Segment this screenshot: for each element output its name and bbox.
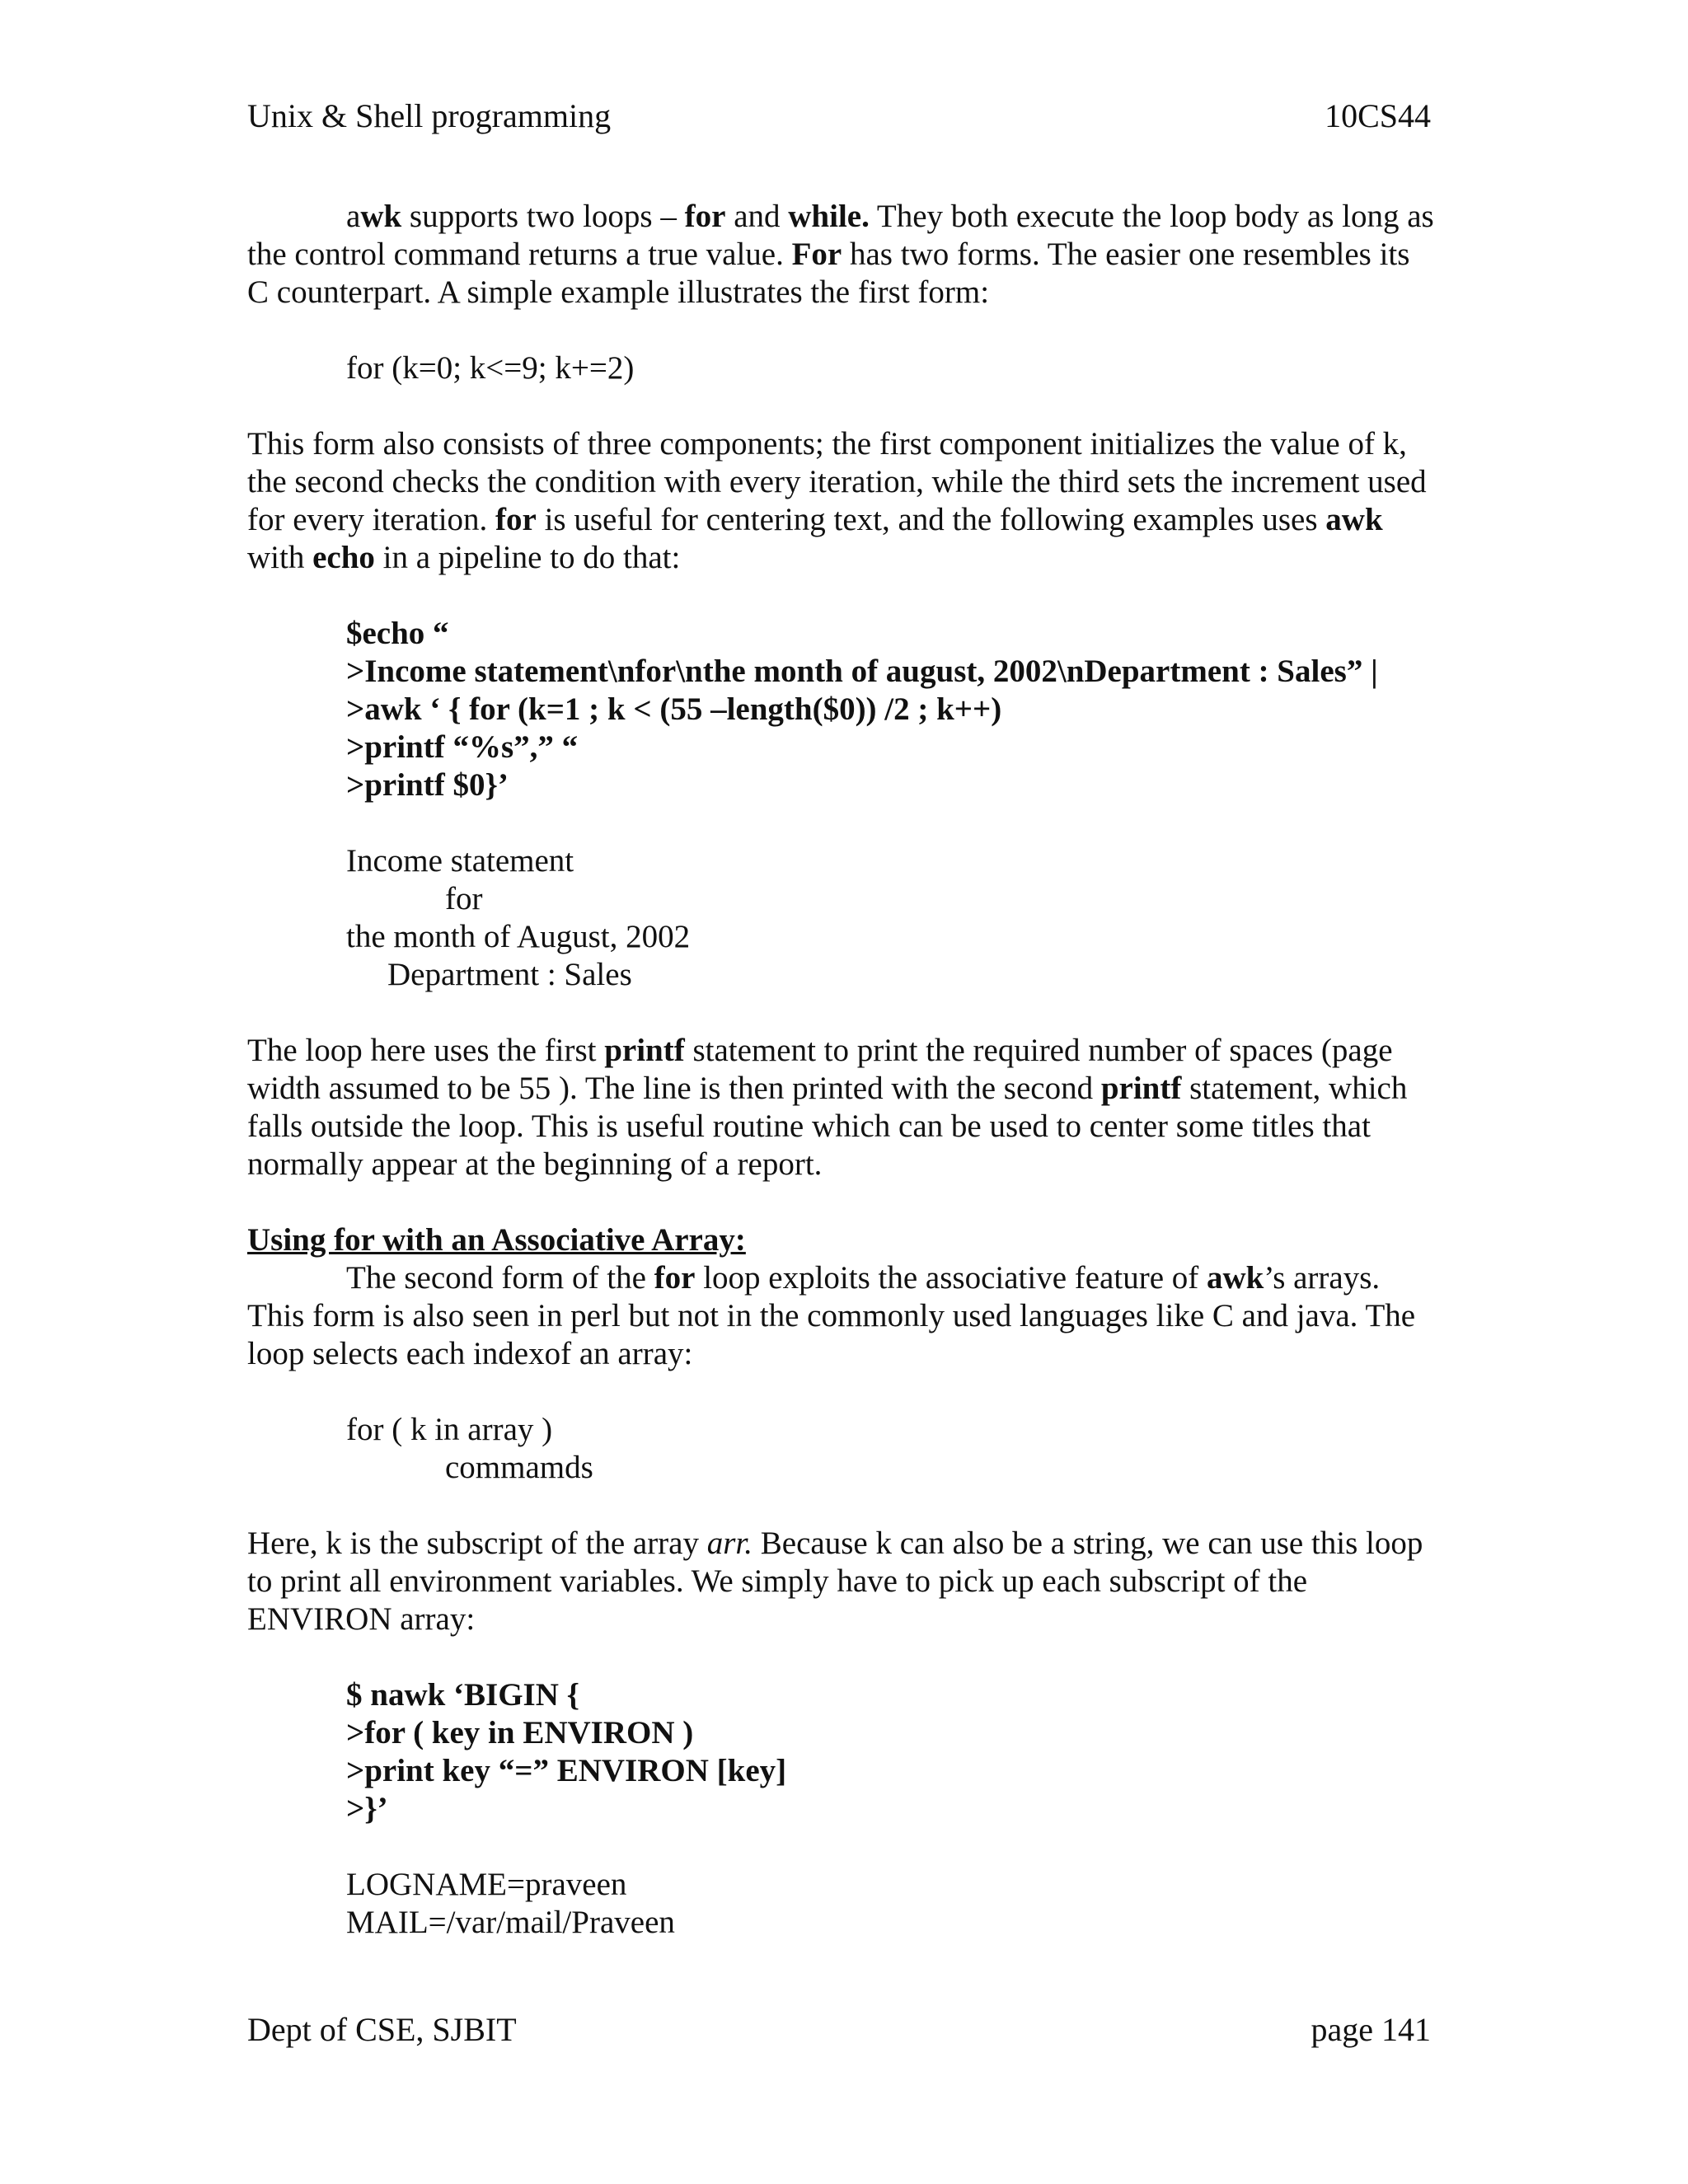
- text: statement to print the required number of spaces (page width assumed to be 55 ). The line is then printed with the second: [247, 1033, 1393, 1106]
- footer-dept: Dept of CSE, SJBIT: [247, 2011, 517, 2048]
- paragraph-loop-explanation: [247, 1032, 1434, 1183]
- output-line: Income statement: [346, 843, 574, 879]
- keyword-awk: awk: [1207, 1260, 1264, 1296]
- text: supports two loops –: [401, 199, 685, 234]
- code-block-centering: [247, 615, 1434, 804]
- page-header: [247, 97, 1431, 135]
- output-block-centering: [247, 842, 1434, 994]
- section-heading: Using for with an Associative Array:: [247, 1222, 746, 1258]
- syntax-line: for ( k in array ): [346, 1412, 553, 1447]
- code-line: $echo “: [346, 616, 449, 651]
- output-line: for: [445, 881, 483, 916]
- italic-arr: arr.: [706, 1526, 753, 1561]
- output-line: Department : Sales: [387, 957, 632, 992]
- text: loop exploits the associative feature of: [695, 1260, 1207, 1296]
- text: Here, k is the subscript of the array: [247, 1526, 707, 1561]
- text: with: [247, 540, 313, 575]
- keyword-for: for: [495, 502, 537, 537]
- keyword-printf: printf: [604, 1033, 685, 1068]
- text: statement, which falls outside the loop. This is useful routine which can be used to center some titles that normally appear at the beginning of a report.: [247, 1071, 1408, 1182]
- code-line: >for ( key in ENVIRON ): [346, 1715, 694, 1750]
- text: in a pipeline to do that:: [374, 540, 681, 575]
- output-line: LOGNAME=praveen: [346, 1867, 627, 1902]
- output-block-environ: [247, 1866, 1434, 1942]
- code-line: >printf $0}’: [346, 767, 509, 803]
- header-title: Unix & Shell programming: [247, 97, 612, 134]
- keyword-for: For: [791, 237, 842, 272]
- keyword-awk: wk: [360, 199, 402, 234]
- paragraph-for-components: [247, 425, 1434, 577]
- footer-page-number: page 141: [1311, 2011, 1431, 2048]
- syntax-line: commamds: [445, 1450, 593, 1485]
- keyword-printf: printf: [1100, 1071, 1182, 1106]
- paragraph-loops-intro: [247, 198, 1434, 312]
- code-line: >printf “%s”,” “: [346, 729, 579, 765]
- keyword-for: for: [684, 199, 726, 234]
- text: has two forms. The easier one resembles its C counterpart. A simple example illustrates the first form:: [247, 237, 1410, 310]
- text: This form also consists of three components; the first component initializes the value of k, the second checks the condition with every iteration, while the third sets the increment used for every iteration.: [247, 426, 1427, 537]
- output-line: the month of August, 2002: [346, 919, 691, 954]
- page-footer: [247, 2011, 1431, 2049]
- output-line: MAIL=/var/mail/Praveen: [346, 1905, 675, 1940]
- keyword-echo: echo: [312, 540, 375, 575]
- text: a: [346, 199, 361, 234]
- code-line: >Income statement\nfor\nthe month of august, 2002\nDepartment : Sales” |: [346, 654, 1378, 689]
- page-body: [247, 198, 1434, 1942]
- keyword-awk: awk: [1325, 502, 1383, 537]
- code-block-environ: [247, 1676, 1434, 1828]
- text: is useful for centering text, and the following examples uses: [536, 502, 1326, 537]
- keyword-while: while.: [788, 199, 870, 234]
- for-loop-example: for (k=0; k<=9; k+=2): [346, 350, 635, 386]
- keyword-for: for: [654, 1260, 696, 1296]
- code-line: >awk ‘ { for (k=1 ; k < (55 –length($0)) /2 ; k++): [346, 691, 1002, 727]
- code-line: >}’: [346, 1791, 388, 1826]
- paragraph-environ: [247, 1525, 1434, 1638]
- text: The loop here uses the first: [247, 1033, 605, 1068]
- for-in-syntax: [247, 1411, 1434, 1487]
- text: They both execute the loop body as long as the control command returns a true value.: [247, 199, 1434, 272]
- text: ’s arrays. This form is also seen in perl but not in the commonly used languages like C and java. The loop selects each indexof an array:: [247, 1260, 1416, 1371]
- code-line: >print key “=” ENVIRON [key]: [346, 1753, 787, 1788]
- text: Because k can also be a string, we can use this loop to print all environment variables. We simply have to pick up each subscript of the ENVIRON array:: [247, 1526, 1423, 1637]
- code-line: $ nawk ‘BIGIN {: [346, 1677, 580, 1713]
- text: and: [725, 199, 789, 234]
- text: The second form of the: [346, 1260, 654, 1296]
- paragraph-associative-array: [247, 1259, 1434, 1373]
- header-course-code: 10CS44: [1325, 97, 1431, 134]
